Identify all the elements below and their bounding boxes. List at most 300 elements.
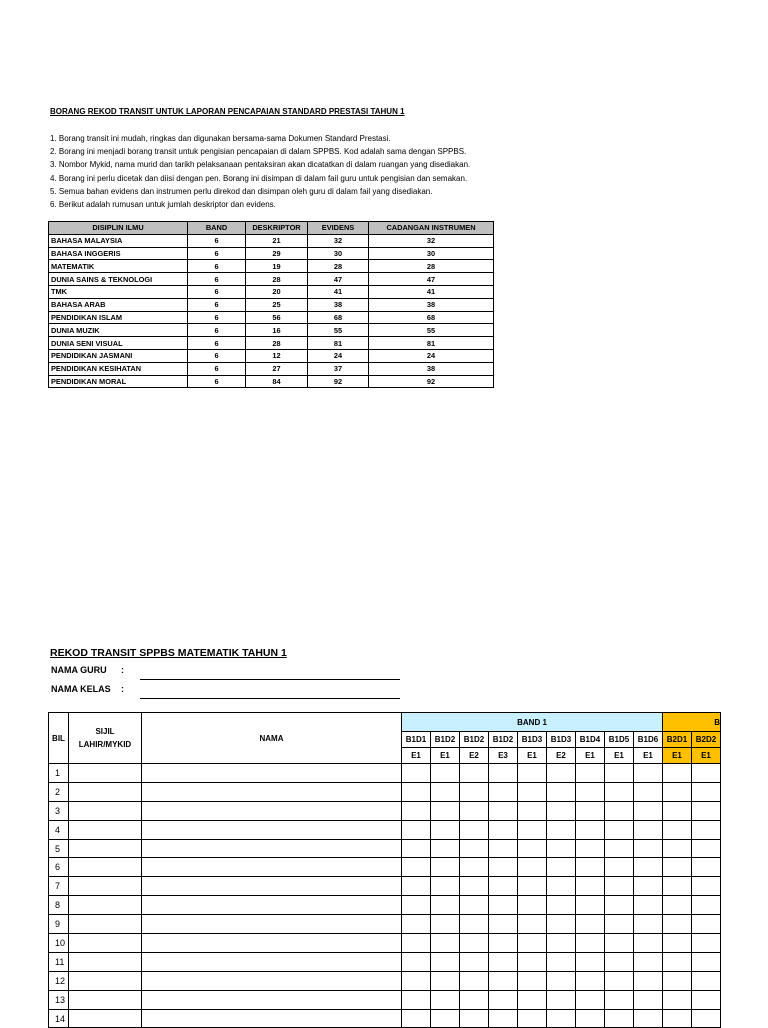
- evidence-cell[interactable]: [692, 782, 721, 801]
- table-row: [49, 952, 721, 971]
- evidence-cell[interactable]: [518, 839, 547, 858]
- table-row: [49, 971, 721, 990]
- evidence-cell[interactable]: [692, 990, 721, 1009]
- evidence-cell[interactable]: [605, 782, 634, 801]
- mykid-cell[interactable]: [69, 896, 142, 915]
- row-number: 4: [49, 820, 69, 839]
- evidence-cell[interactable]: [634, 764, 663, 783]
- evidence-cell[interactable]: [547, 858, 576, 877]
- band-2-header: B: [663, 713, 721, 732]
- evidence-cell[interactable]: [431, 1009, 460, 1028]
- nama-cell[interactable]: [142, 839, 402, 858]
- evidence-cell[interactable]: [402, 801, 431, 820]
- instruction-notes: [50, 132, 470, 211]
- nama-cell[interactable]: [142, 801, 402, 820]
- evidence-cell[interactable]: [402, 782, 431, 801]
- band-cell: 6: [188, 247, 246, 260]
- cadangan-cell: 68: [369, 311, 494, 324]
- evidence-cell[interactable]: [431, 801, 460, 820]
- evidence-cell[interactable]: [460, 801, 489, 820]
- evidence-cell[interactable]: [460, 782, 489, 801]
- evidence-code: E2: [460, 748, 489, 764]
- subject-cell: PENDIDIKAN KESIHATAN: [49, 362, 188, 375]
- evidence-cell[interactable]: [460, 934, 489, 953]
- evidence-cell[interactable]: [663, 858, 692, 877]
- nama-cell[interactable]: [142, 934, 402, 953]
- deskriptor-cell: 12: [246, 349, 308, 362]
- note-item: 1. Borang transit ini mudah, ringkas dan digunakan bersama-sama Dokumen Standard Prestasi.: [50, 134, 391, 143]
- evidence-cell[interactable]: [692, 915, 721, 934]
- cadangan-cell: 81: [369, 337, 494, 350]
- row-number: 11: [49, 952, 69, 971]
- nama-cell[interactable]: [142, 820, 402, 839]
- mykid-cell[interactable]: [69, 877, 142, 896]
- descriptor-code: B2D2: [692, 732, 721, 748]
- evidens-cell: 68: [308, 311, 369, 324]
- subject-cell: PENDIDIKAN JASMANI: [49, 349, 188, 362]
- nama-cell[interactable]: [142, 858, 402, 877]
- band-cell: 6: [188, 273, 246, 286]
- mykid-cell[interactable]: [69, 820, 142, 839]
- evidence-cell[interactable]: [605, 952, 634, 971]
- evidence-cell[interactable]: [663, 820, 692, 839]
- mykid-cell[interactable]: [69, 1009, 142, 1028]
- evidence-cell[interactable]: [547, 1009, 576, 1028]
- evidence-cell[interactable]: [576, 839, 605, 858]
- evidence-cell[interactable]: [402, 934, 431, 953]
- evidence-cell[interactable]: [547, 877, 576, 896]
- descriptor-code: B1D5: [605, 732, 634, 748]
- subject-cell: BAHASA ARAB: [49, 298, 188, 311]
- note-item: 4. Borang ini perlu dicetak dan diisi dengan pen. Borang ini disimpan di dalam fail guru untuk pengisian dan semakan.: [50, 173, 468, 183]
- evidence-cell[interactable]: [692, 820, 721, 839]
- nama-cell[interactable]: [142, 915, 402, 934]
- header-disiplin: DISIPLIN ILMU: [49, 222, 188, 235]
- nama-cell[interactable]: [142, 782, 402, 801]
- evidence-cell[interactable]: [605, 858, 634, 877]
- evidence-cell[interactable]: [460, 839, 489, 858]
- table-row: [49, 801, 721, 820]
- evidence-cell[interactable]: [547, 915, 576, 934]
- mykid-cell[interactable]: [69, 934, 142, 953]
- evidence-cell[interactable]: [634, 915, 663, 934]
- evidence-cell[interactable]: [634, 877, 663, 896]
- evidence-cell[interactable]: [518, 820, 547, 839]
- deskriptor-cell: 28: [246, 337, 308, 350]
- evidence-cell[interactable]: [576, 764, 605, 783]
- summary-row: [49, 298, 494, 311]
- mykid-cell[interactable]: [69, 990, 142, 1009]
- evidence-cell[interactable]: [663, 1009, 692, 1028]
- nama-kelas-label: NAMA KELAS: [51, 684, 111, 694]
- evidence-cell[interactable]: [460, 877, 489, 896]
- evidence-cell[interactable]: [605, 915, 634, 934]
- evidence-cell[interactable]: [547, 934, 576, 953]
- evidence-cell[interactable]: [518, 1009, 547, 1028]
- evidence-cell[interactable]: [489, 801, 518, 820]
- mykid-cell[interactable]: [69, 839, 142, 858]
- row-number: 13: [49, 990, 69, 1009]
- deskriptor-cell: 21: [246, 234, 308, 247]
- subject-cell: PENDIDIKAN ISLAM: [49, 311, 188, 324]
- evidence-cell[interactable]: [663, 782, 692, 801]
- evidence-cell[interactable]: [518, 896, 547, 915]
- row-number: 7: [49, 877, 69, 896]
- summary-row: [49, 285, 494, 298]
- evidence-cell[interactable]: [634, 971, 663, 990]
- table-row: [49, 764, 721, 783]
- evidence-cell[interactable]: [431, 782, 460, 801]
- evidence-code: E1: [692, 748, 721, 764]
- evidens-cell: 24: [308, 349, 369, 362]
- evidence-cell[interactable]: [489, 764, 518, 783]
- row-number: 1: [49, 764, 69, 783]
- band-header-row: [49, 713, 721, 732]
- evidence-cell[interactable]: [402, 877, 431, 896]
- table-row: [49, 990, 721, 1009]
- table-row: [49, 934, 721, 953]
- evidence-cell[interactable]: [692, 764, 721, 783]
- evidence-cell[interactable]: [634, 952, 663, 971]
- evidence-cell[interactable]: [518, 877, 547, 896]
- evidence-cell[interactable]: [547, 820, 576, 839]
- band-cell: 6: [188, 285, 246, 298]
- evidence-cell[interactable]: [576, 915, 605, 934]
- evidence-cell[interactable]: [547, 952, 576, 971]
- summary-row: [49, 247, 494, 260]
- band-cell: 6: [188, 260, 246, 273]
- evidence-cell[interactable]: [663, 934, 692, 953]
- evidence-cell[interactable]: [605, 896, 634, 915]
- evidence-cell[interactable]: [605, 1009, 634, 1028]
- evidence-cell[interactable]: [692, 877, 721, 896]
- colon: :: [121, 665, 124, 675]
- evidence-cell[interactable]: [605, 990, 634, 1009]
- evidence-cell[interactable]: [489, 952, 518, 971]
- evidence-cell[interactable]: [605, 839, 634, 858]
- evidence-cell[interactable]: [489, 934, 518, 953]
- evidence-cell[interactable]: [634, 801, 663, 820]
- note-item: 5. Semua bahan evidens dan instrumen perlu direkod dan disimpan oleh guru di dalam fail yang disediakan.: [50, 186, 433, 196]
- evidence-cell[interactable]: [431, 858, 460, 877]
- evidence-cell[interactable]: [634, 896, 663, 915]
- evidence-cell[interactable]: [634, 1009, 663, 1028]
- evidence-cell[interactable]: [663, 877, 692, 896]
- evidence-cell[interactable]: [576, 858, 605, 877]
- evidence-cell[interactable]: [692, 858, 721, 877]
- header-cadangan: CADANGAN INSTRUMEN: [369, 222, 494, 235]
- deskriptor-cell: 19: [246, 260, 308, 273]
- evidence-cell[interactable]: [605, 801, 634, 820]
- evidence-cell[interactable]: [489, 990, 518, 1009]
- row-number: 3: [49, 801, 69, 820]
- colon: :: [121, 684, 124, 694]
- row-number: 8: [49, 896, 69, 915]
- nama-cell[interactable]: [142, 877, 402, 896]
- nama-cell[interactable]: [142, 990, 402, 1009]
- summary-row: [49, 349, 494, 362]
- evidence-code: E1: [402, 748, 431, 764]
- row-number: 10: [49, 934, 69, 953]
- subject-cell: BAHASA INGGERIS: [49, 247, 188, 260]
- deskriptor-cell: 29: [246, 247, 308, 260]
- evidence-cell[interactable]: [431, 896, 460, 915]
- evidence-cell[interactable]: [605, 934, 634, 953]
- evidence-cell[interactable]: [402, 820, 431, 839]
- header-deskriptor: DESKRIPTOR: [246, 222, 308, 235]
- table-row: [49, 839, 721, 858]
- mykid-cell[interactable]: [69, 801, 142, 820]
- evidence-cell[interactable]: [576, 952, 605, 971]
- evidence-cell[interactable]: [460, 990, 489, 1009]
- evidence-cell[interactable]: [634, 858, 663, 877]
- row-number: 9: [49, 915, 69, 934]
- evidence-cell[interactable]: [692, 1009, 721, 1028]
- band-1-header: BAND 1: [402, 713, 663, 732]
- evidence-cell[interactable]: [489, 858, 518, 877]
- summary-row: [49, 362, 494, 375]
- nama-cell[interactable]: [142, 896, 402, 915]
- evidence-cell[interactable]: [576, 971, 605, 990]
- mykid-cell[interactable]: [69, 915, 142, 934]
- evidence-cell[interactable]: [489, 915, 518, 934]
- evidence-cell[interactable]: [518, 782, 547, 801]
- nama-cell[interactable]: [142, 952, 402, 971]
- cadangan-cell: 24: [369, 349, 494, 362]
- evidence-cell[interactable]: [692, 896, 721, 915]
- descriptor-code: B1D2: [460, 732, 489, 748]
- evidence-cell[interactable]: [663, 952, 692, 971]
- deskriptor-cell: 27: [246, 362, 308, 375]
- nama-kelas-field[interactable]: [140, 698, 400, 699]
- cadangan-cell: 38: [369, 298, 494, 311]
- evidence-cell[interactable]: [402, 952, 431, 971]
- evidence-cell[interactable]: [460, 971, 489, 990]
- evidence-cell[interactable]: [663, 915, 692, 934]
- evidence-cell[interactable]: [489, 877, 518, 896]
- evidence-cell[interactable]: [402, 858, 431, 877]
- evidence-cell[interactable]: [460, 764, 489, 783]
- evidens-cell: 28: [308, 260, 369, 273]
- deskriptor-cell: 25: [246, 298, 308, 311]
- table-row: [49, 782, 721, 801]
- evidence-cell[interactable]: [663, 896, 692, 915]
- summary-row: [49, 234, 494, 247]
- cadangan-cell: 47: [369, 273, 494, 286]
- evidence-cell[interactable]: [634, 934, 663, 953]
- evidence-cell[interactable]: [547, 782, 576, 801]
- evidence-cell[interactable]: [547, 896, 576, 915]
- summary-row: [49, 260, 494, 273]
- evidence-cell[interactable]: [663, 990, 692, 1009]
- subject-cell: TMK: [49, 285, 188, 298]
- descriptor-code: B1D2: [431, 732, 460, 748]
- deskriptor-cell: 84: [246, 375, 308, 388]
- evidence-cell[interactable]: [576, 801, 605, 820]
- evidence-cell[interactable]: [634, 839, 663, 858]
- evidence-cell[interactable]: [576, 877, 605, 896]
- band-cell: 6: [188, 324, 246, 337]
- cadangan-cell: 30: [369, 247, 494, 260]
- evidence-cell[interactable]: [489, 1009, 518, 1028]
- evidence-cell[interactable]: [431, 971, 460, 990]
- evidence-code: E2: [547, 748, 576, 764]
- summary-header-row: [49, 222, 494, 235]
- mykid-cell[interactable]: [69, 971, 142, 990]
- evidence-cell[interactable]: [460, 858, 489, 877]
- band-cell: 6: [188, 349, 246, 362]
- evidence-cell[interactable]: [402, 971, 431, 990]
- deskriptor-cell: 28: [246, 273, 308, 286]
- row-number: 12: [49, 971, 69, 990]
- evidence-cell[interactable]: [402, 839, 431, 858]
- evidence-cell[interactable]: [634, 782, 663, 801]
- summary-row: [49, 375, 494, 388]
- subject-cell: PENDIDIKAN MORAL: [49, 375, 188, 388]
- evidence-cell[interactable]: [663, 971, 692, 990]
- evidence-code: E1: [605, 748, 634, 764]
- evidence-cell[interactable]: [402, 896, 431, 915]
- evidence-cell[interactable]: [489, 839, 518, 858]
- evidens-cell: 92: [308, 375, 369, 388]
- cadangan-cell: 41: [369, 285, 494, 298]
- evidence-cell[interactable]: [692, 801, 721, 820]
- mykid-cell[interactable]: [69, 764, 142, 783]
- evidence-cell[interactable]: [431, 820, 460, 839]
- evidence-cell[interactable]: [402, 915, 431, 934]
- evidence-cell[interactable]: [547, 990, 576, 1009]
- evidence-cell[interactable]: [692, 839, 721, 858]
- nama-cell[interactable]: [142, 971, 402, 990]
- evidence-cell[interactable]: [518, 971, 547, 990]
- evidence-cell[interactable]: [460, 896, 489, 915]
- evidence-cell[interactable]: [402, 990, 431, 1009]
- evidence-cell[interactable]: [402, 764, 431, 783]
- deskriptor-cell: 56: [246, 311, 308, 324]
- evidence-cell[interactable]: [460, 952, 489, 971]
- evidence-cell[interactable]: [547, 971, 576, 990]
- evidence-cell[interactable]: [489, 820, 518, 839]
- descriptor-code: B1D4: [576, 732, 605, 748]
- evidence-cell[interactable]: [489, 896, 518, 915]
- header-band: BAND: [188, 222, 246, 235]
- row-number: 14: [49, 1009, 69, 1028]
- mykid-cell[interactable]: [69, 858, 142, 877]
- evidence-cell[interactable]: [576, 1009, 605, 1028]
- evidence-cell[interactable]: [460, 1009, 489, 1028]
- evidence-cell[interactable]: [460, 915, 489, 934]
- evidence-cell[interactable]: [605, 764, 634, 783]
- evidence-cell[interactable]: [692, 934, 721, 953]
- band-cell: 6: [188, 234, 246, 247]
- row-number: 2: [49, 782, 69, 801]
- evidence-cell[interactable]: [663, 764, 692, 783]
- evidence-cell[interactable]: [431, 990, 460, 1009]
- evidence-cell[interactable]: [489, 782, 518, 801]
- mykid-cell[interactable]: [69, 782, 142, 801]
- subject-cell: BAHASA MALAYSIA: [49, 234, 188, 247]
- evidence-cell[interactable]: [460, 820, 489, 839]
- evidens-cell: 30: [308, 247, 369, 260]
- mykid-cell[interactable]: [69, 952, 142, 971]
- header-sijil: SIJIL LAHIR/MYKID: [69, 713, 142, 764]
- evidence-cell[interactable]: [431, 764, 460, 783]
- descriptor-code: B1D3: [547, 732, 576, 748]
- band-cell: 6: [188, 298, 246, 311]
- evidence-cell[interactable]: [576, 820, 605, 839]
- evidens-cell: 32: [308, 234, 369, 247]
- evidens-cell: 81: [308, 337, 369, 350]
- nama-guru-field[interactable]: [140, 679, 400, 680]
- evidence-cell[interactable]: [547, 801, 576, 820]
- cadangan-cell: 38: [369, 362, 494, 375]
- evidence-cell[interactable]: [692, 971, 721, 990]
- row-number: 6: [49, 858, 69, 877]
- evidence-cell[interactable]: [402, 1009, 431, 1028]
- evidence-cell[interactable]: [634, 990, 663, 1009]
- nama-cell[interactable]: [142, 1009, 402, 1028]
- subject-cell: MATEMATIK: [49, 260, 188, 273]
- row-number: 5: [49, 839, 69, 858]
- evidence-cell[interactable]: [431, 877, 460, 896]
- evidens-cell: 47: [308, 273, 369, 286]
- evidence-cell[interactable]: [576, 782, 605, 801]
- cadangan-cell: 32: [369, 234, 494, 247]
- evidence-cell[interactable]: [431, 952, 460, 971]
- evidence-cell[interactable]: [634, 820, 663, 839]
- evidence-cell[interactable]: [431, 839, 460, 858]
- evidence-cell[interactable]: [692, 952, 721, 971]
- evidence-cell[interactable]: [431, 915, 460, 934]
- subject-cell: DUNIA SAINS & TEKNOLOGI: [49, 273, 188, 286]
- cadangan-cell: 55: [369, 324, 494, 337]
- descriptor-code: B1D3: [518, 732, 547, 748]
- evidence-cell[interactable]: [605, 820, 634, 839]
- evidence-cell[interactable]: [547, 764, 576, 783]
- evidence-cell[interactable]: [605, 971, 634, 990]
- nama-cell[interactable]: [142, 764, 402, 783]
- evidence-cell[interactable]: [518, 990, 547, 1009]
- document-title: BORANG REKOD TRANSIT UNTUK LAPORAN PENCAPAIAN STANDARD PRESTASI TAHUN 1: [50, 107, 405, 116]
- evidence-cell[interactable]: [663, 801, 692, 820]
- evidence-cell[interactable]: [518, 934, 547, 953]
- cadangan-cell: 28: [369, 260, 494, 273]
- evidence-cell[interactable]: [605, 877, 634, 896]
- evidence-cell[interactable]: [489, 971, 518, 990]
- evidence-cell[interactable]: [431, 934, 460, 953]
- subject-cell: DUNIA SENI VISUAL: [49, 337, 188, 350]
- note-item: 2. Borang ini menjadi borang transit untuk pengisian pencapaian di dalam SPPBS. Kod adalah sama dengan SPPBS.: [50, 147, 467, 157]
- band-cell: 6: [188, 311, 246, 324]
- evidence-cell[interactable]: [518, 764, 547, 783]
- evidence-cell[interactable]: [663, 839, 692, 858]
- summary-table: [48, 221, 494, 388]
- header-evidens: EVIDENS: [308, 222, 369, 235]
- descriptor-code: B2D1: [663, 732, 692, 748]
- evidence-cell[interactable]: [576, 896, 605, 915]
- rekod-table: [48, 712, 721, 1028]
- evidence-cell[interactable]: [518, 952, 547, 971]
- evidence-cell[interactable]: [576, 990, 605, 1009]
- evidence-code: E1: [634, 748, 663, 764]
- evidence-cell[interactable]: [518, 858, 547, 877]
- evidens-cell: 38: [308, 298, 369, 311]
- evidence-cell[interactable]: [547, 839, 576, 858]
- table-row: [49, 877, 721, 896]
- evidence-cell[interactable]: [518, 915, 547, 934]
- evidence-cell[interactable]: [576, 934, 605, 953]
- evidence-cell[interactable]: [518, 801, 547, 820]
